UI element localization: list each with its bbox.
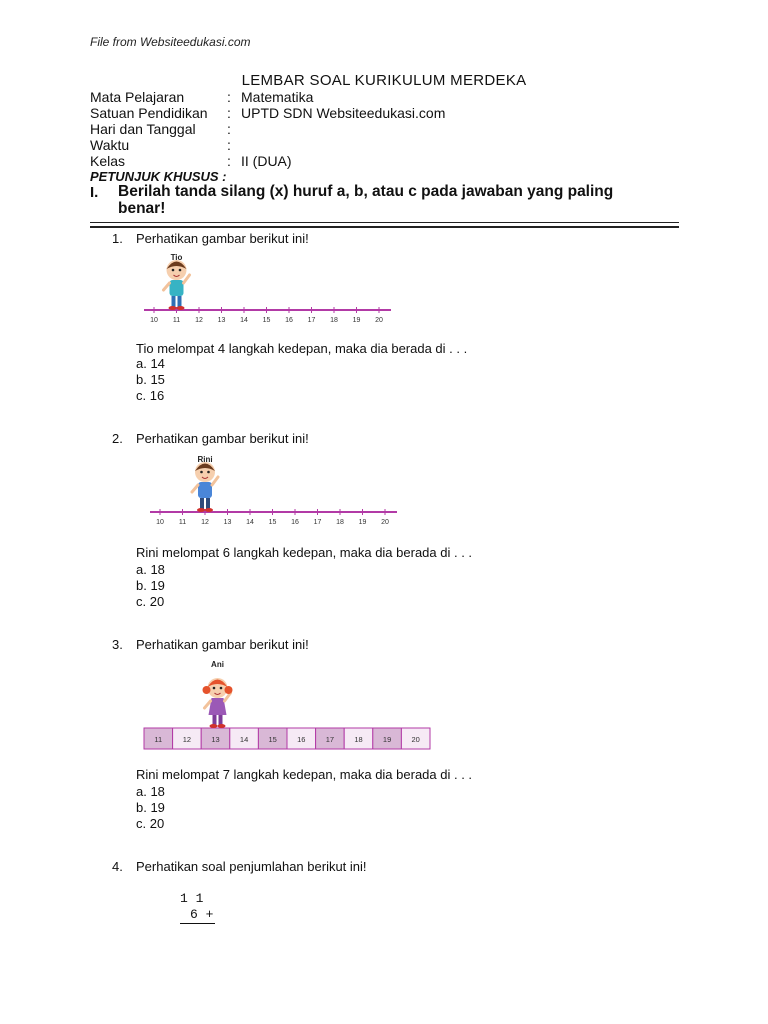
option-a[interactable]: a. 18 (136, 562, 165, 577)
tick-label: 11 (172, 317, 181, 324)
option-b[interactable]: b. 15 (136, 372, 165, 387)
section-number: I. (90, 184, 99, 201)
tick-label: 18 (330, 317, 338, 324)
question-prompt: Perhatikan soal penjumlahan berikut ini! (136, 859, 367, 874)
child-shoe (177, 306, 185, 310)
question-number: 1. (112, 231, 123, 246)
child-shoe (197, 508, 205, 512)
child-shoe (210, 724, 218, 728)
meta-row-school (90, 105, 445, 121)
question-number: 4. (112, 859, 123, 874)
meta-value: UPTD SDN Websiteedukasi.com (241, 105, 446, 121)
box-label: 20 (411, 735, 420, 744)
meta-label: Satuan Pendidikan (90, 105, 208, 121)
question-number: 3. (112, 637, 123, 652)
option-b[interactable]: b. 19 (136, 800, 165, 815)
tick-label: 17 (313, 519, 322, 526)
meta-value: II (DUA) (241, 153, 292, 169)
instructions-title: PETUNJUK KHUSUS : (90, 169, 227, 184)
divider-line (90, 226, 679, 228)
character-name: Tio (170, 253, 183, 262)
page-title: LEMBAR SOAL KURIKULUM MERDEKA (241, 72, 527, 89)
tick-label: 14 (240, 317, 248, 324)
tick-label: 11 (178, 519, 187, 526)
addend-2: 6 + (180, 907, 215, 924)
box-label: 11 (154, 735, 163, 744)
box-label: 17 (325, 735, 335, 744)
option-c[interactable]: c. 20 (136, 816, 165, 831)
child-hair-bun (225, 686, 233, 694)
number-line-figure (146, 452, 406, 532)
number-line-figure (140, 250, 400, 330)
child-eye (207, 471, 210, 474)
tick-label: 15 (262, 317, 271, 324)
tick-label: 10 (150, 317, 158, 324)
meta-label: Mata Pelajaran (90, 89, 185, 105)
child-eye (172, 269, 175, 272)
child-shoe (205, 508, 213, 512)
child-arm (192, 485, 198, 492)
tick-label: 16 (285, 317, 293, 324)
meta-row-date (90, 121, 445, 137)
child-shoe (169, 306, 177, 310)
question-text: Rini melompat 7 langkah kedepan, maka dia berada di . . . (136, 767, 473, 782)
meta-row-time (90, 137, 445, 153)
child-eye (200, 471, 203, 474)
box-label: 14 (239, 735, 249, 744)
box-label: 15 (268, 735, 277, 744)
meta-colon: : (227, 89, 231, 105)
meta-row-subject (90, 89, 445, 105)
box-label: 16 (297, 735, 306, 744)
source-note: File from Websiteedukasi.com (90, 35, 251, 49)
tick-label: 19 (358, 519, 367, 526)
meta-colon: : (227, 153, 231, 169)
number-boxes-figure (140, 655, 440, 755)
meta-colon: : (227, 105, 231, 121)
tick-label: 17 (307, 317, 316, 324)
tick-label: 18 (336, 519, 344, 526)
child-illustration (203, 678, 233, 728)
meta-table (90, 89, 445, 169)
option-c[interactable]: c. 16 (136, 388, 165, 403)
box-label: 19 (382, 735, 392, 744)
option-c[interactable]: c. 20 (136, 594, 165, 609)
meta-colon: : (227, 121, 231, 137)
addend-1: 1 1 (180, 891, 204, 906)
tick-label: 19 (352, 317, 361, 324)
meta-row-class (90, 153, 445, 169)
meta-value: Matematika (241, 89, 314, 105)
character-name: Rini (197, 455, 213, 464)
options-list (136, 356, 165, 404)
meta-label: Hari dan Tanggal (90, 121, 196, 137)
tick-label: 12 (201, 519, 209, 526)
options-list (136, 784, 165, 832)
child-eye (220, 687, 223, 690)
child-shoe (218, 724, 226, 728)
child-hair-bun (203, 686, 211, 694)
child-arm (184, 275, 190, 283)
divider-line (90, 222, 679, 223)
tick-label: 16 (291, 519, 299, 526)
question-prompt: Perhatikan gambar berikut ini! (136, 431, 309, 446)
child-arm (164, 283, 170, 290)
tick-label: 15 (268, 519, 277, 526)
tick-label: 20 (375, 317, 383, 324)
tick-label: 20 (381, 519, 389, 526)
child-eye (179, 269, 182, 272)
section-instruction: Berilah tanda silang (x) huruf a, b, atau c pada jawaban yang paling benar! (118, 183, 614, 217)
meta-colon: : (227, 137, 231, 153)
child-illustration (164, 260, 190, 310)
box-label: 12 (182, 735, 192, 744)
child-arm (212, 477, 218, 485)
option-a[interactable]: a. 14 (136, 356, 165, 371)
question-prompt: Perhatikan gambar berikut ini! (136, 231, 309, 246)
child-arm (205, 701, 211, 708)
tick-label: 13 (223, 519, 232, 526)
child-eye (213, 687, 216, 690)
option-b[interactable]: b. 19 (136, 578, 165, 593)
child-shirt (198, 482, 212, 498)
meta-label: Kelas (90, 153, 126, 169)
child-arm (225, 693, 231, 701)
question-text: Rini melompat 6 langkah kedepan, maka dia berada di . . . (136, 545, 473, 560)
option-a[interactable]: a. 18 (136, 784, 165, 799)
box-label: 13 (211, 735, 220, 744)
question-number: 2. (112, 431, 123, 446)
tick-label: 10 (156, 519, 164, 526)
question-prompt: Perhatikan gambar berikut ini! (136, 637, 309, 652)
child-shirt (170, 280, 184, 296)
tick-label: 14 (246, 519, 254, 526)
question-text: Tio melompat 4 langkah kedepan, maka dia berada di . . . (136, 341, 468, 356)
tick-label: 13 (217, 317, 226, 324)
child-illustration (192, 462, 218, 512)
options-list (136, 562, 165, 610)
character-name: Ani (211, 660, 224, 669)
addition-problem (180, 891, 215, 924)
meta-label: Waktu (90, 137, 130, 153)
box-label: 18 (354, 735, 363, 744)
tick-label: 12 (195, 317, 203, 324)
